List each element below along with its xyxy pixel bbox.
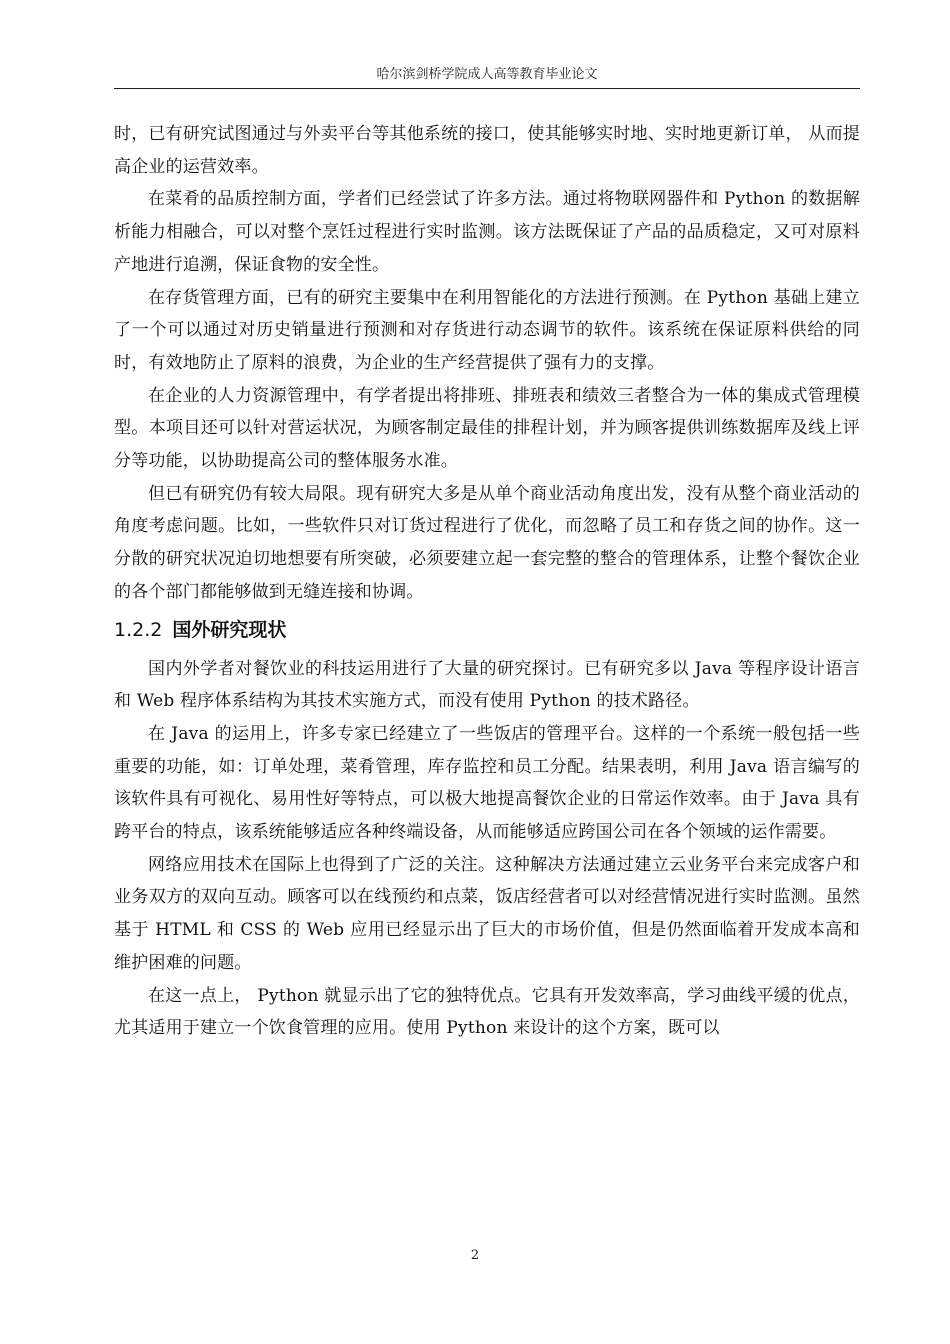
paragraph: 在 Java 的运用上，许多专家已经建立了一些饭店的管理平台。这样的一个系统一般包括一些重要的功能，如：订单处理，菜肴管理，库存监控和员工分配。结果表明，利用 Java 语言编写的该软件具有可视化、易用性好等特点，可以极大地提高餐饮企业的日常运作效率。由于 Java 具有跨平台的特点，该系统能够适应各种终端设备，从而能够适应跨国公司在各个领域的运作需要。 xyxy=(114,723,860,843)
paragraph: 时，已有研究试图通过与外卖平台等其他系统的接口，使其能够实时地、实时地更新订单， 从而提高企业的运营效率。 xyxy=(114,124,860,177)
paragraph: 在这一点上， Python 就显示出了它的独特优点。它具有开发效率高，学习曲线平缓的优点，尤其适用于建立一个饮食管理的应用。使用 Python 来设计的这个方案，既可以 xyxy=(114,985,860,1039)
header-title: 哈尔滨剑桥学院成人高等教育毕业论文 xyxy=(376,67,598,82)
section-number: 1.2.2 xyxy=(114,618,163,641)
paragraph: 在企业的人力资源管理中，有学者提出将排班、排班表和绩效三者整合为一体的集成式管理模型。本项目还可以针对营运状况，为顾客制定最佳的排程计划，并为顾客提供训练数据库及线上评分等功能，以协助提高公司的整体服务水准。 xyxy=(114,385,860,472)
section-title: 国外研究现状 xyxy=(172,618,287,641)
paragraph: 但已有研究仍有较大局限。现有研究大多是从单个商业活动角度出发，没有从整个商业活动的角度考虑问题。比如，一些软件只对订货过程进行了优化，而忽略了员工和存货之间的协作。这一分散的研究状况迫切地想要有所突破，必须要建立起一套完整的整合的管理体系，让整个餐饮企业的各个部门都能够做到无缝连接和协调。 xyxy=(114,483,860,602)
page-number: 2 xyxy=(470,1248,480,1263)
page-header xyxy=(114,66,860,89)
paragraph: 在存货管理方面，已有的研究主要集中在利用智能化的方法进行预测。在 Python 基础上建立了一个可以通过对历史销量进行预测和对存货进行动态调节的软件。该系统在保证原料供给的同时，有效地防止了原料的浪费，为企业的生产经营提供了强有力的支撑。 xyxy=(114,287,860,373)
section-heading xyxy=(114,613,860,647)
paragraph: 国内外学者对餐饮业的科技运用进行了大量的研究探讨。已有研究多以 Java 等程序设计语言和 Web 程序体系结构为其技术实施方式，而没有使用 Python 的技术路径。 xyxy=(114,658,860,712)
paragraph: 网络应用技术在国际上也得到了广泛的关注。这种解决方法通过建立云业务平台来完成客户和业务双方的双向互动。顾客可以在线预约和点菜，饭店经营者可以对经营情况进行实时监测。虽然基于 HTML 和 CSS 的 Web 应用已经显示出了巨大的市场价值，但是仍然面临着开发成本高和维护困难的问题。 xyxy=(114,854,860,973)
document-body xyxy=(114,118,860,1045)
paragraph: 在菜肴的品质控制方面，学者们已经尝试了许多方法。通过将物联网器件和 Python 的数据解析能力相融合，可以对整个烹饪过程进行实时监测。该方法既保证了产品的品质稳定，又可对原料产地进行追溯，保证食物的安全性。 xyxy=(114,189,860,275)
